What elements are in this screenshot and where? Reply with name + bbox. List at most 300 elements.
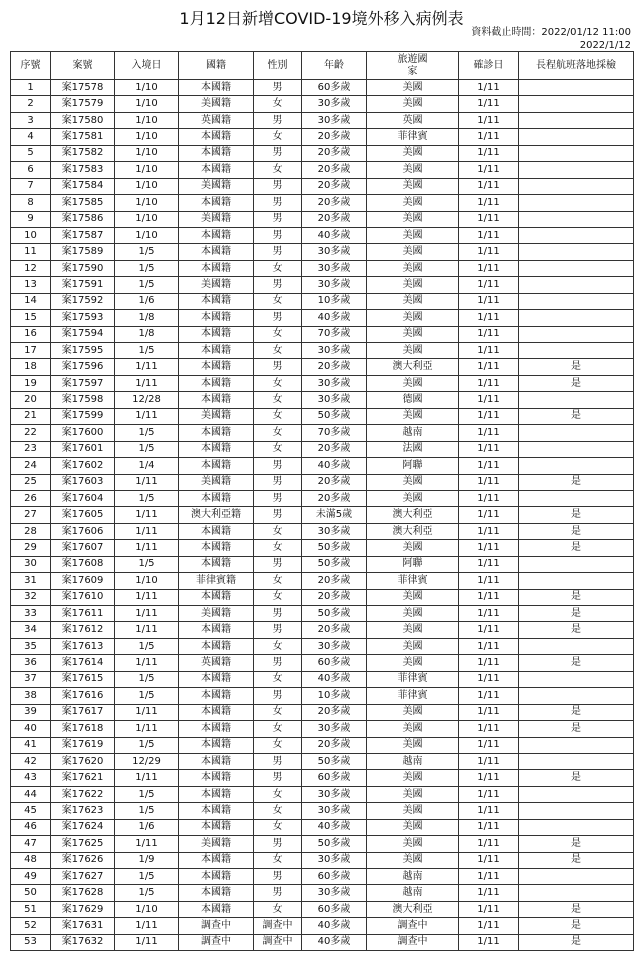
cell-case-id: 案17602 [51, 458, 115, 474]
cell-entry-date: 1/5 [115, 343, 179, 359]
cell-sex: 男 [254, 80, 302, 96]
cell-age: 20多歲 [302, 490, 367, 506]
cell-travel-country: 法國 [367, 441, 459, 457]
table-row [11, 129, 634, 145]
cell-case-id: 案17584 [51, 178, 115, 194]
cell-serial: 30 [11, 556, 51, 572]
col-header-serial: 序號 [11, 52, 51, 80]
cell-case-id: 案17632 [51, 934, 115, 950]
cell-age: 30多歲 [302, 244, 367, 260]
cell-case-id: 案17590 [51, 260, 115, 276]
cell-nationality: 本國籍 [179, 162, 254, 178]
cell-confirm-date: 1/11 [459, 655, 519, 671]
cell-confirm-date: 1/11 [459, 277, 519, 293]
cell-serial: 42 [11, 753, 51, 769]
cell-entry-date: 1/10 [115, 573, 179, 589]
cell-flight-test: 是 [519, 655, 634, 671]
table-row [11, 375, 634, 391]
cell-sex: 女 [254, 425, 302, 441]
cell-travel-country: 美國 [367, 589, 459, 605]
cell-flight-test: 是 [519, 507, 634, 523]
cell-travel-country: 越南 [367, 753, 459, 769]
cell-flight-test: 是 [519, 934, 634, 950]
cell-travel-country: 菲律賓 [367, 573, 459, 589]
table-row [11, 770, 634, 786]
cell-travel-country: 調查中 [367, 918, 459, 934]
cell-serial: 2 [11, 96, 51, 112]
cell-confirm-date: 1/11 [459, 753, 519, 769]
cell-travel-country: 美國 [367, 803, 459, 819]
cell-confirm-date: 1/11 [459, 869, 519, 885]
cell-age: 30多歲 [302, 375, 367, 391]
cell-serial: 48 [11, 852, 51, 868]
cell-case-id: 案17628 [51, 885, 115, 901]
cell-travel-country: 美國 [367, 490, 459, 506]
cell-sex: 男 [254, 277, 302, 293]
cell-confirm-date: 1/11 [459, 507, 519, 523]
cell-serial: 53 [11, 934, 51, 950]
cell-confirm-date: 1/11 [459, 885, 519, 901]
cell-nationality: 本國籍 [179, 786, 254, 802]
table-row [11, 704, 634, 720]
cell-serial: 17 [11, 343, 51, 359]
cell-age: 20多歲 [302, 704, 367, 720]
cell-serial: 32 [11, 589, 51, 605]
cell-travel-country: 德國 [367, 392, 459, 408]
cell-age: 30多歲 [302, 803, 367, 819]
cell-age: 10多歲 [302, 688, 367, 704]
cell-travel-country: 美國 [367, 195, 459, 211]
table-row [11, 326, 634, 342]
cell-sex: 男 [254, 655, 302, 671]
col-header-nationality: 國籍 [179, 52, 254, 80]
cell-entry-date: 1/10 [115, 112, 179, 128]
cell-age: 40多歲 [302, 310, 367, 326]
cell-travel-country: 菲律賓 [367, 129, 459, 145]
cases-table [10, 51, 634, 951]
cell-entry-date: 1/11 [115, 934, 179, 950]
cell-case-id: 案17581 [51, 129, 115, 145]
cell-confirm-date: 1/11 [459, 392, 519, 408]
cell-nationality: 本國籍 [179, 441, 254, 457]
cell-entry-date: 1/9 [115, 852, 179, 868]
cell-serial: 43 [11, 770, 51, 786]
cell-confirm-date: 1/11 [459, 819, 519, 835]
cell-entry-date: 1/5 [115, 556, 179, 572]
cell-nationality: 本國籍 [179, 589, 254, 605]
cell-sex: 女 [254, 671, 302, 687]
cell-travel-country: 越南 [367, 425, 459, 441]
cell-travel-country: 澳大利亞 [367, 359, 459, 375]
cell-age: 30多歲 [302, 721, 367, 737]
cell-sex: 女 [254, 573, 302, 589]
cell-nationality: 本國籍 [179, 885, 254, 901]
cell-entry-date: 1/11 [115, 721, 179, 737]
cell-case-id: 案17615 [51, 671, 115, 687]
table-row [11, 786, 634, 802]
cell-sex: 男 [254, 474, 302, 490]
cell-sex: 男 [254, 227, 302, 243]
cell-flight-test [519, 178, 634, 194]
cell-case-id: 案17597 [51, 375, 115, 391]
cell-nationality: 本國籍 [179, 326, 254, 342]
cell-age: 20多歲 [302, 359, 367, 375]
cell-case-id: 案17580 [51, 112, 115, 128]
cell-entry-date: 1/5 [115, 803, 179, 819]
cell-confirm-date: 1/11 [459, 162, 519, 178]
cell-flight-test [519, 244, 634, 260]
cell-entry-date: 1/5 [115, 671, 179, 687]
cell-flight-test [519, 277, 634, 293]
cell-case-id: 案17616 [51, 688, 115, 704]
cell-flight-test: 是 [519, 408, 634, 424]
cell-sex: 男 [254, 195, 302, 211]
cell-serial: 20 [11, 392, 51, 408]
table-row [11, 688, 634, 704]
cell-sex: 男 [254, 556, 302, 572]
cell-flight-test [519, 343, 634, 359]
cell-flight-test: 是 [519, 852, 634, 868]
cell-serial: 22 [11, 425, 51, 441]
table-row [11, 408, 634, 424]
page-title: 1月12日新增COVID-19境外移入病例表 [179, 9, 464, 28]
cell-age: 30多歲 [302, 260, 367, 276]
cell-case-id: 案17617 [51, 704, 115, 720]
cell-flight-test: 是 [519, 375, 634, 391]
cell-sex: 男 [254, 606, 302, 622]
col-header-travel-country: 旅遊國家 [367, 52, 459, 80]
cell-nationality: 澳大利亞籍 [179, 507, 254, 523]
cell-flight-test [519, 425, 634, 441]
cell-entry-date: 1/11 [115, 375, 179, 391]
cell-case-id: 案17592 [51, 293, 115, 309]
col-header-case-id: 案號 [51, 52, 115, 80]
cell-nationality: 本國籍 [179, 819, 254, 835]
cell-case-id: 案17603 [51, 474, 115, 490]
cell-confirm-date: 1/11 [459, 606, 519, 622]
cell-travel-country: 美國 [367, 260, 459, 276]
cell-flight-test: 是 [519, 622, 634, 638]
cell-serial: 29 [11, 540, 51, 556]
col-header-entry-date: 入境日 [115, 52, 179, 80]
cell-confirm-date: 1/11 [459, 704, 519, 720]
cell-case-id: 案17614 [51, 655, 115, 671]
cell-sex: 男 [254, 458, 302, 474]
cell-entry-date: 1/11 [115, 622, 179, 638]
cell-flight-test [519, 441, 634, 457]
cell-age: 20多歲 [302, 573, 367, 589]
cell-age: 70多歲 [302, 425, 367, 441]
cell-nationality: 本國籍 [179, 227, 254, 243]
col-header-age: 年齡 [302, 52, 367, 80]
cell-serial: 8 [11, 195, 51, 211]
cell-entry-date: 1/11 [115, 918, 179, 934]
cell-entry-date: 1/5 [115, 260, 179, 276]
cell-nationality: 本國籍 [179, 770, 254, 786]
cell-nationality: 美國籍 [179, 474, 254, 490]
cell-nationality: 本國籍 [179, 129, 254, 145]
cell-entry-date: 1/10 [115, 129, 179, 145]
cell-case-id: 案17591 [51, 277, 115, 293]
cell-serial: 51 [11, 901, 51, 917]
cell-case-id: 案17627 [51, 869, 115, 885]
cell-case-id: 案17618 [51, 721, 115, 737]
cell-nationality: 美國籍 [179, 277, 254, 293]
cell-age: 20多歲 [302, 474, 367, 490]
cell-sex: 女 [254, 162, 302, 178]
cell-age: 30多歲 [302, 277, 367, 293]
table-row [11, 721, 634, 737]
cell-flight-test: 是 [519, 523, 634, 539]
cell-sex: 女 [254, 589, 302, 605]
cell-entry-date: 1/10 [115, 195, 179, 211]
table-row [11, 359, 634, 375]
cell-age: 20多歲 [302, 162, 367, 178]
cell-confirm-date: 1/11 [459, 96, 519, 112]
cell-confirm-date: 1/11 [459, 310, 519, 326]
cell-sex: 女 [254, 441, 302, 457]
cell-case-id: 案17610 [51, 589, 115, 605]
cell-travel-country: 美國 [367, 178, 459, 194]
cell-sex: 女 [254, 343, 302, 359]
cell-age: 30多歲 [302, 852, 367, 868]
cell-serial: 40 [11, 721, 51, 737]
cell-confirm-date: 1/11 [459, 375, 519, 391]
cell-confirm-date: 1/11 [459, 211, 519, 227]
table-row [11, 458, 634, 474]
cell-case-id: 案17606 [51, 523, 115, 539]
cell-age: 10多歲 [302, 293, 367, 309]
cell-serial: 41 [11, 737, 51, 753]
cell-flight-test [519, 293, 634, 309]
cell-nationality: 本國籍 [179, 523, 254, 539]
cell-entry-date: 12/28 [115, 392, 179, 408]
cell-case-id: 案17620 [51, 753, 115, 769]
cell-sex: 男 [254, 145, 302, 161]
cell-confirm-date: 1/11 [459, 540, 519, 556]
cell-confirm-date: 1/11 [459, 786, 519, 802]
cell-confirm-date: 1/11 [459, 80, 519, 96]
cell-flight-test [519, 737, 634, 753]
table-row [11, 227, 634, 243]
cell-age: 20多歲 [302, 145, 367, 161]
cell-serial: 39 [11, 704, 51, 720]
cell-flight-test [519, 819, 634, 835]
cell-confirm-date: 1/11 [459, 573, 519, 589]
table-row [11, 737, 634, 753]
cell-case-id: 案17629 [51, 901, 115, 917]
cell-entry-date: 12/29 [115, 753, 179, 769]
table-row [11, 441, 634, 457]
cell-flight-test [519, 310, 634, 326]
cell-confirm-date: 1/11 [459, 589, 519, 605]
cell-nationality: 本國籍 [179, 803, 254, 819]
cell-case-id: 案17619 [51, 737, 115, 753]
table-row [11, 803, 634, 819]
cell-sex: 男 [254, 753, 302, 769]
table-row [11, 869, 634, 885]
cell-case-id: 案17607 [51, 540, 115, 556]
cell-confirm-date: 1/11 [459, 556, 519, 572]
cell-travel-country: 美國 [367, 277, 459, 293]
table-body [11, 80, 634, 951]
cell-travel-country: 越南 [367, 885, 459, 901]
cell-flight-test: 是 [519, 540, 634, 556]
cell-age: 30多歲 [302, 112, 367, 128]
table-row [11, 655, 634, 671]
cell-sex: 男 [254, 310, 302, 326]
cell-entry-date: 1/11 [115, 589, 179, 605]
cell-sex: 女 [254, 737, 302, 753]
cell-serial: 45 [11, 803, 51, 819]
cell-nationality: 本國籍 [179, 310, 254, 326]
cell-nationality: 本國籍 [179, 671, 254, 687]
cell-case-id: 案17595 [51, 343, 115, 359]
cell-travel-country: 阿聯 [367, 458, 459, 474]
cell-travel-country: 美國 [367, 721, 459, 737]
cell-case-id: 案17612 [51, 622, 115, 638]
table-row [11, 606, 634, 622]
cell-flight-test: 是 [519, 359, 634, 375]
table-row [11, 178, 634, 194]
cell-sex: 女 [254, 540, 302, 556]
cell-age: 50多歲 [302, 556, 367, 572]
report-date: 2022/1/12 [579, 40, 631, 51]
table-row [11, 392, 634, 408]
table-row [11, 918, 634, 934]
cell-travel-country: 美國 [367, 244, 459, 260]
cell-age: 40多歲 [302, 934, 367, 950]
cell-travel-country: 澳大利亞 [367, 523, 459, 539]
cell-nationality: 本國籍 [179, 622, 254, 638]
cell-flight-test [519, 227, 634, 243]
cell-flight-test [519, 753, 634, 769]
cell-serial: 12 [11, 260, 51, 276]
cell-entry-date: 1/11 [115, 704, 179, 720]
cell-flight-test: 是 [519, 721, 634, 737]
table-row [11, 638, 634, 654]
cell-entry-date: 1/5 [115, 638, 179, 654]
table-row [11, 310, 634, 326]
cell-case-id: 案17587 [51, 227, 115, 243]
cell-entry-date: 1/11 [115, 540, 179, 556]
cell-age: 60多歲 [302, 770, 367, 786]
cell-travel-country: 美國 [367, 836, 459, 852]
cell-nationality: 本國籍 [179, 343, 254, 359]
cell-age: 20多歲 [302, 622, 367, 638]
cell-serial: 6 [11, 162, 51, 178]
cell-confirm-date: 1/11 [459, 441, 519, 457]
cell-case-id: 案17582 [51, 145, 115, 161]
cell-entry-date: 1/8 [115, 310, 179, 326]
cell-confirm-date: 1/11 [459, 737, 519, 753]
cell-age: 30多歲 [302, 638, 367, 654]
cell-sex: 女 [254, 326, 302, 342]
cell-case-id: 案17609 [51, 573, 115, 589]
cell-case-id: 案17621 [51, 770, 115, 786]
cell-travel-country: 美國 [367, 852, 459, 868]
cell-age: 40多歲 [302, 918, 367, 934]
cell-confirm-date: 1/11 [459, 227, 519, 243]
cell-entry-date: 1/5 [115, 277, 179, 293]
cell-sex: 女 [254, 638, 302, 654]
cell-flight-test: 是 [519, 704, 634, 720]
cell-sex: 女 [254, 852, 302, 868]
table-row [11, 145, 634, 161]
cell-serial: 28 [11, 523, 51, 539]
cell-confirm-date: 1/11 [459, 770, 519, 786]
table-row [11, 474, 634, 490]
table-row [11, 195, 634, 211]
cell-sex: 女 [254, 803, 302, 819]
cell-travel-country: 英國 [367, 112, 459, 128]
table-row [11, 96, 634, 112]
cell-serial: 11 [11, 244, 51, 260]
cell-nationality: 本國籍 [179, 425, 254, 441]
cell-travel-country: 美國 [367, 606, 459, 622]
cell-confirm-date: 1/11 [459, 474, 519, 490]
cell-flight-test [519, 885, 634, 901]
cell-travel-country: 調查中 [367, 934, 459, 950]
cell-entry-date: 1/10 [115, 96, 179, 112]
cell-entry-date: 1/11 [115, 523, 179, 539]
cell-travel-country: 澳大利亞 [367, 507, 459, 523]
cell-sex: 女 [254, 129, 302, 145]
cell-sex: 女 [254, 819, 302, 835]
cell-travel-country: 美國 [367, 786, 459, 802]
cell-sex: 調查中 [254, 918, 302, 934]
cell-nationality: 本國籍 [179, 80, 254, 96]
table-row [11, 556, 634, 572]
cell-flight-test [519, 671, 634, 687]
cell-nationality: 本國籍 [179, 293, 254, 309]
cell-serial: 9 [11, 211, 51, 227]
cell-nationality: 本國籍 [179, 540, 254, 556]
cell-serial: 36 [11, 655, 51, 671]
table-row [11, 589, 634, 605]
cell-confirm-date: 1/11 [459, 145, 519, 161]
cell-travel-country: 美國 [367, 622, 459, 638]
cell-travel-country: 美國 [367, 375, 459, 391]
cell-travel-country: 美國 [367, 293, 459, 309]
cell-flight-test: 是 [519, 770, 634, 786]
cell-entry-date: 1/11 [115, 770, 179, 786]
cell-case-id: 案17596 [51, 359, 115, 375]
table-row [11, 112, 634, 128]
cell-entry-date: 1/10 [115, 211, 179, 227]
cell-flight-test [519, 326, 634, 342]
cell-confirm-date: 1/11 [459, 490, 519, 506]
cell-nationality: 英國籍 [179, 112, 254, 128]
cell-confirm-date: 1/11 [459, 112, 519, 128]
cell-confirm-date: 1/11 [459, 293, 519, 309]
cell-nationality: 本國籍 [179, 392, 254, 408]
cell-entry-date: 1/5 [115, 737, 179, 753]
table-row [11, 244, 634, 260]
cell-serial: 3 [11, 112, 51, 128]
cell-confirm-date: 1/11 [459, 671, 519, 687]
cell-flight-test [519, 96, 634, 112]
cell-nationality: 本國籍 [179, 852, 254, 868]
cell-age: 20多歲 [302, 129, 367, 145]
cell-nationality: 本國籍 [179, 704, 254, 720]
cell-confirm-date: 1/11 [459, 425, 519, 441]
cell-age: 20多歲 [302, 195, 367, 211]
cell-flight-test [519, 786, 634, 802]
cell-confirm-date: 1/11 [459, 852, 519, 868]
cell-entry-date: 1/5 [115, 441, 179, 457]
cell-case-id: 案17593 [51, 310, 115, 326]
